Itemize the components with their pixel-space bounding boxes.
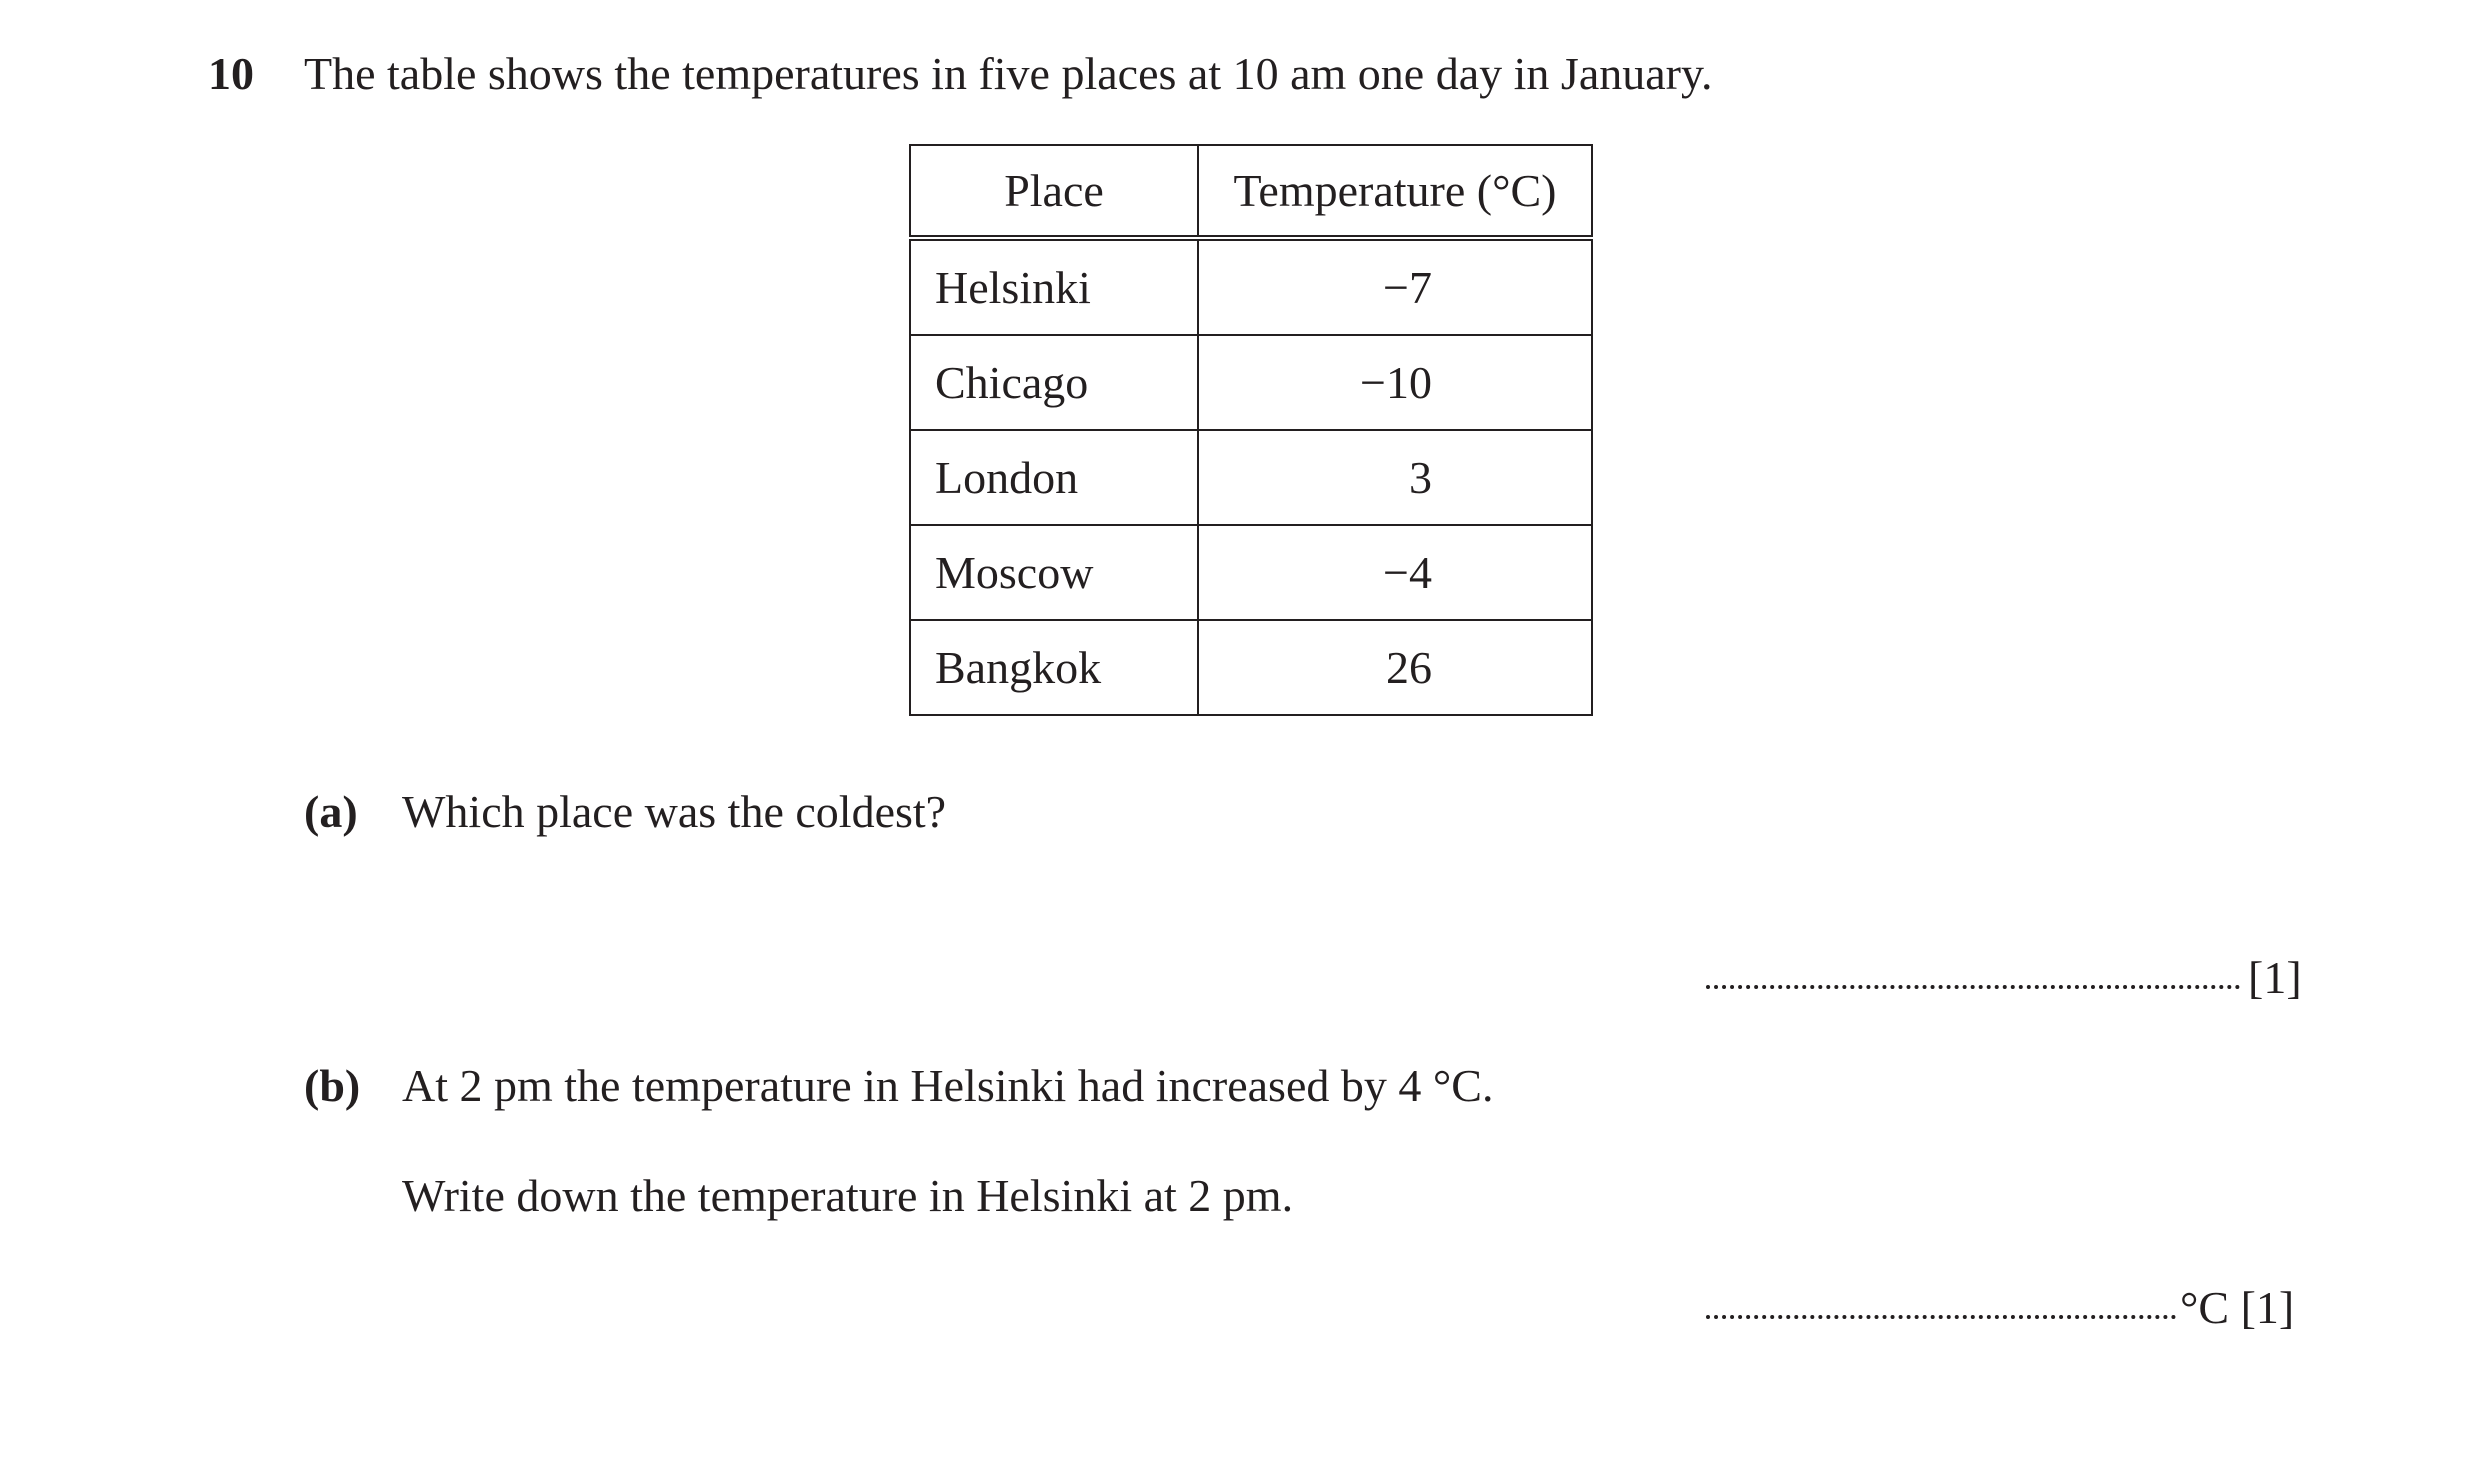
part-b-question: At 2 pm the temperature in Helsinki had increased by 4 °C. bbox=[402, 1060, 1494, 1111]
temperature-cell: −7 bbox=[1198, 238, 1592, 335]
place-cell: Helsinki bbox=[910, 238, 1198, 335]
temperature-cell: −10 bbox=[1198, 335, 1592, 430]
table-row bbox=[910, 335, 1592, 430]
part-a-marks: [1] bbox=[2248, 952, 2302, 1003]
part-b-label: (b) bbox=[304, 1060, 361, 1111]
table-row bbox=[910, 238, 1592, 335]
part-a-answer-line[interactable] bbox=[1706, 950, 2302, 1006]
part-b-marks: °C [1] bbox=[2180, 1282, 2295, 1333]
part-a-label: (a) bbox=[304, 786, 358, 837]
part-b-answer-dots[interactable] bbox=[1706, 1315, 2176, 1319]
place-cell: Bangkok bbox=[910, 620, 1198, 715]
question-number: 10 bbox=[208, 48, 254, 99]
header-temperature: Temperature (°C) bbox=[1198, 145, 1592, 238]
temperature-cell: −4 bbox=[1198, 525, 1592, 620]
temperature-cell: 26 bbox=[1198, 620, 1592, 715]
part-a-answer-dots[interactable] bbox=[1706, 985, 2240, 989]
place-cell: Chicago bbox=[910, 335, 1198, 430]
place-cell: London bbox=[910, 430, 1198, 525]
table-row bbox=[910, 525, 1592, 620]
header-place: Place bbox=[910, 145, 1198, 238]
table-row bbox=[910, 430, 1592, 525]
part-b-instruction: Write down the temperature in Helsinki at 2 pm. bbox=[402, 1170, 1294, 1221]
part-a-question: Which place was the coldest? bbox=[402, 786, 947, 837]
table-row bbox=[910, 620, 1592, 715]
place-cell: Moscow bbox=[910, 525, 1198, 620]
question-stem: The table shows the temperatures in five places at 10 am one day in January. bbox=[304, 48, 1713, 99]
temperature-cell: 3 bbox=[1198, 430, 1592, 525]
part-b-answer-line[interactable] bbox=[1706, 1280, 2294, 1336]
temperature-table bbox=[909, 144, 1593, 716]
table-header-row bbox=[910, 145, 1592, 238]
